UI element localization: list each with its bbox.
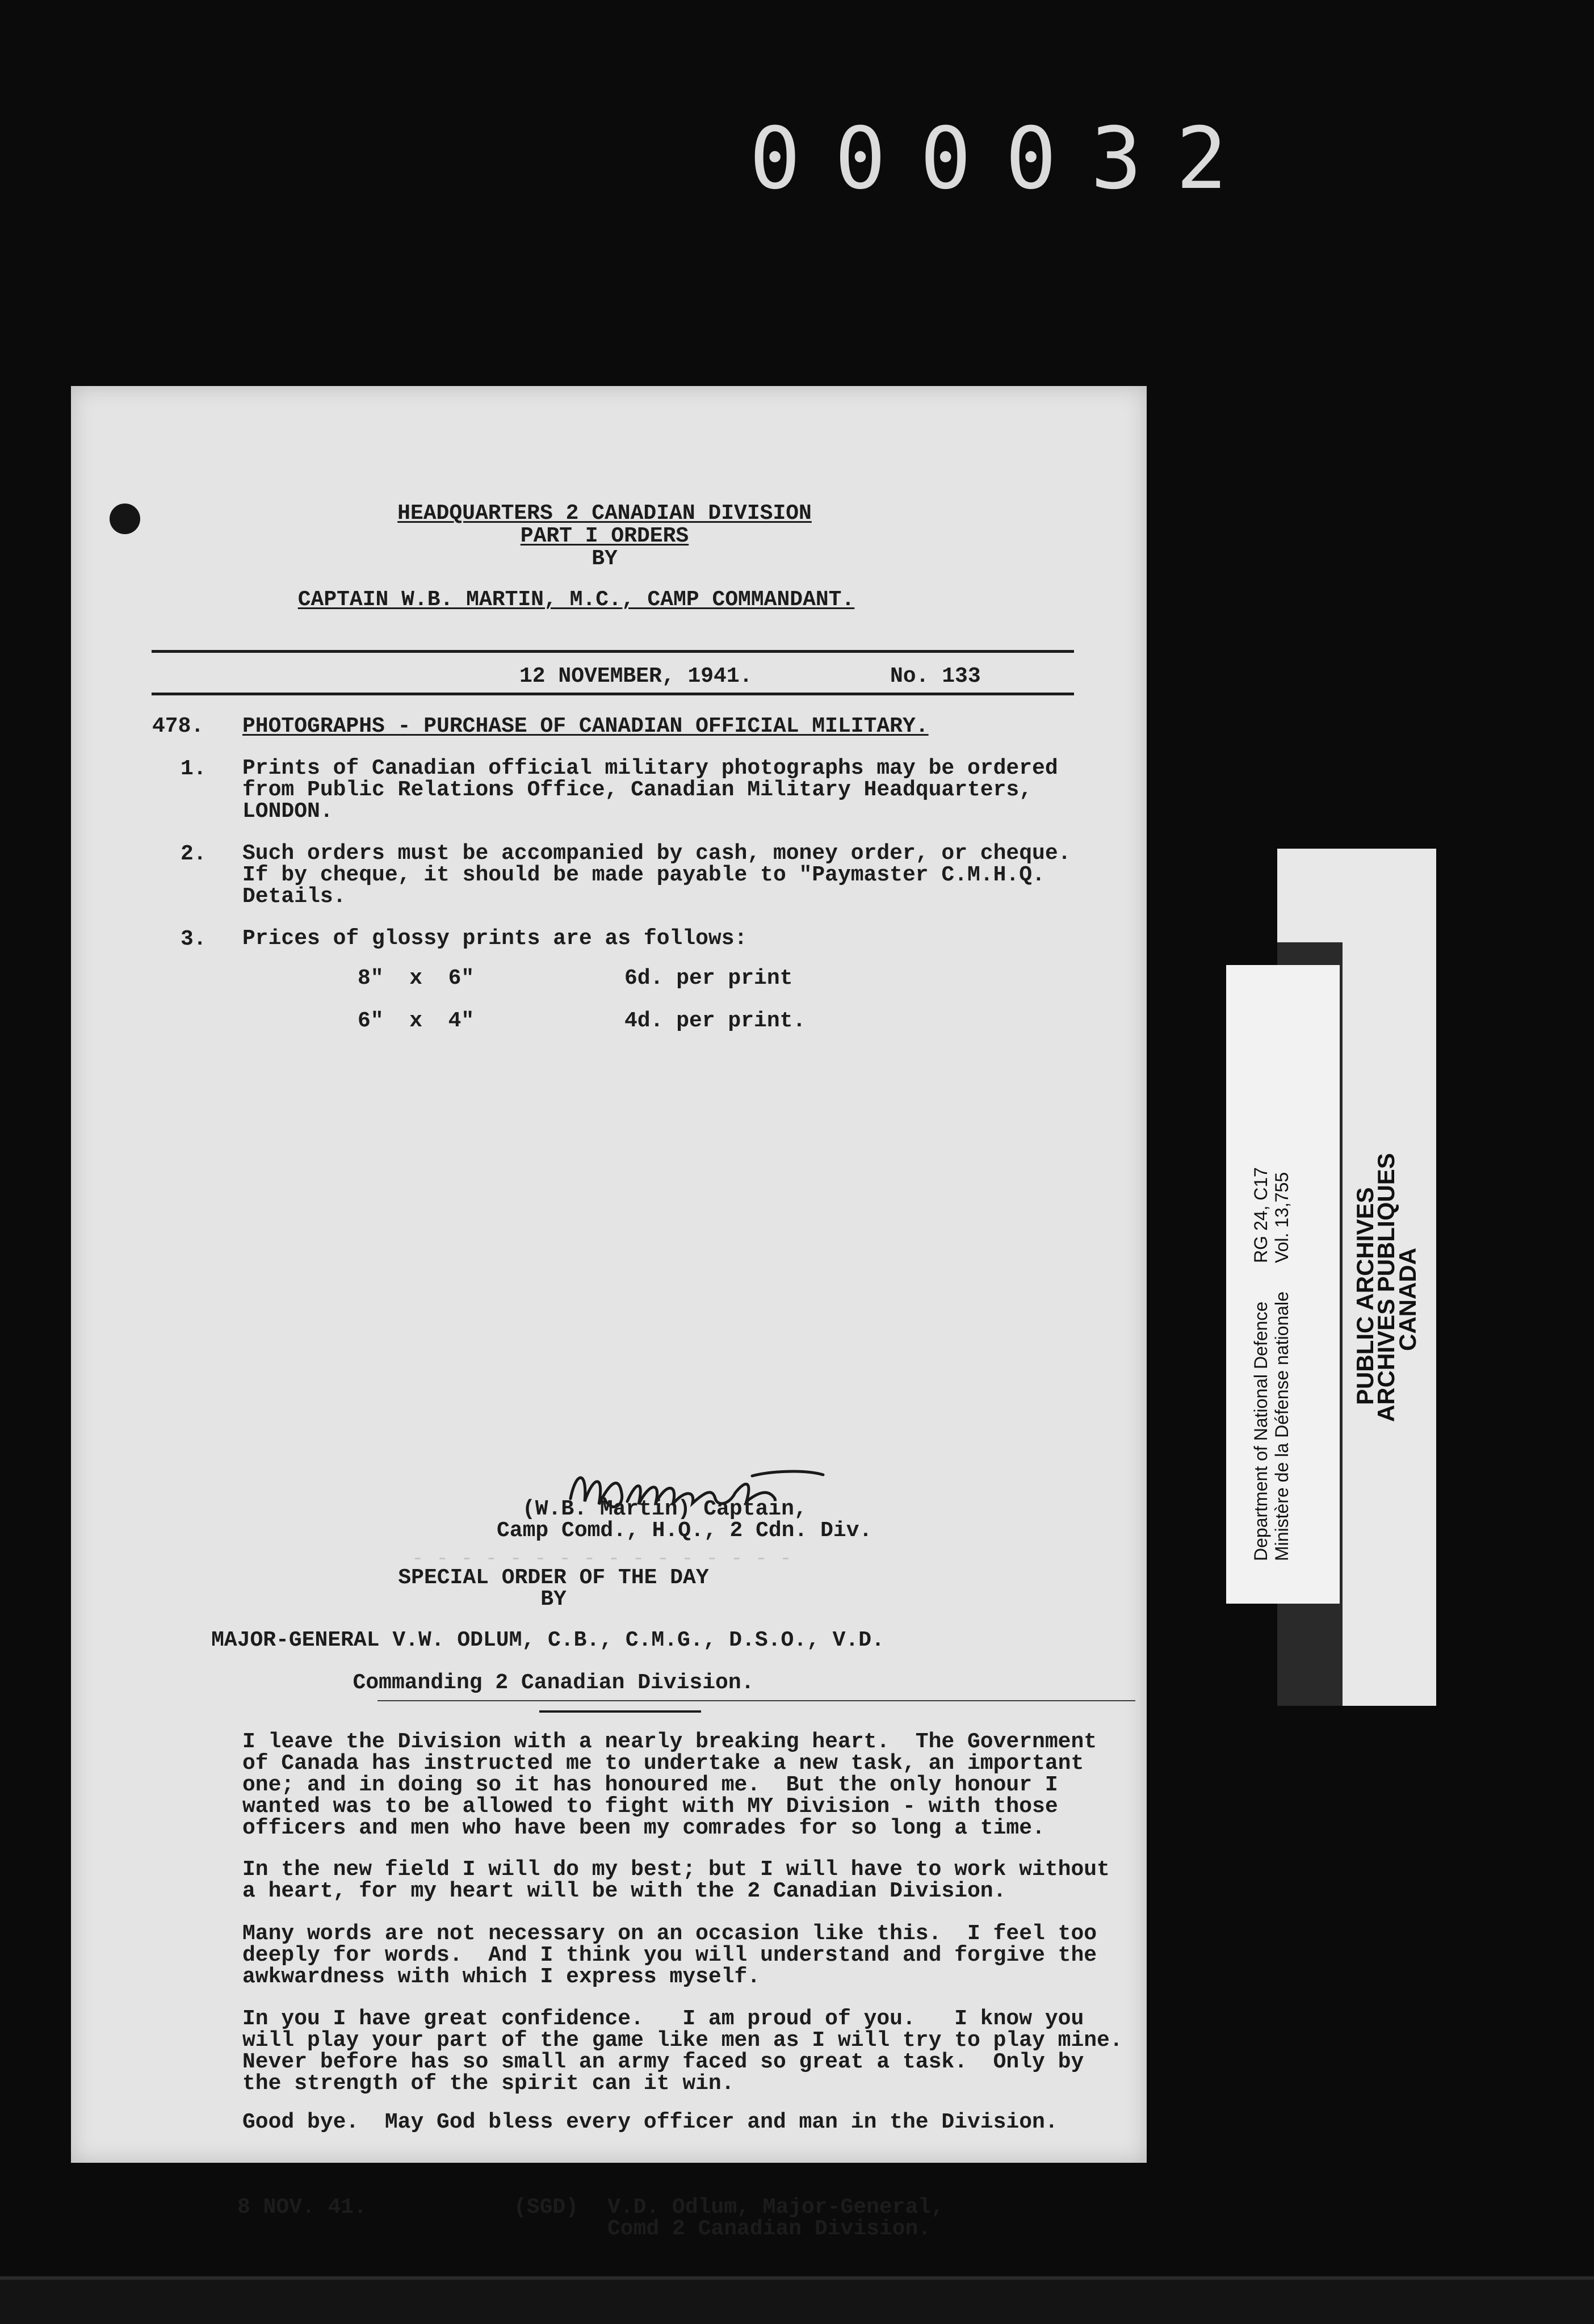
archive-dept-en: Department of National Defence	[1251, 1301, 1271, 1561]
price-size-2: 6" x 4"	[358, 1009, 475, 1033]
short-rule	[539, 1710, 701, 1713]
item-2-line-3: Details.	[242, 884, 346, 909]
signed-marker: (SGD)	[514, 2195, 579, 2220]
header-rule-bottom	[152, 693, 1074, 695]
price-value-2: 4d. per print.	[624, 1009, 806, 1033]
message-para-2-line-2: a heart, for my heart will be with the 2 Canadian Division.	[242, 1879, 1006, 1903]
archive-name-en: PUBLIC ARCHIVES	[1352, 1187, 1378, 1405]
special-order-author: MAJOR-GENERAL V.W. ODLUM, C.B., C.M.G., D.S.O., V.D.	[211, 1628, 884, 1652]
order-date: 8 NOV. 41.	[237, 2195, 367, 2220]
header-rule-top	[152, 650, 1074, 653]
special-order-by: BY	[540, 1587, 567, 1612]
special-order-command: Commanding 2 Canadian Division.	[353, 1671, 754, 1695]
message-para-4-line-2: will play your part of the game like men as I will try to play mine.	[242, 2028, 1123, 2053]
archive-name-fr: ARCHIVES PUBLIQUES	[1373, 1153, 1399, 1422]
archive-reference: RG 24, C17	[1251, 1167, 1271, 1263]
price-value-1: 6d. per print	[624, 966, 793, 991]
signatory-title: Camp Comd., H.Q., 2 Cdn. Div.	[497, 1518, 872, 1543]
message-para-1-line-4: wanted was to be allowed to fight with MY Division - with those	[242, 1794, 1058, 1819]
faint-rule	[377, 1700, 1135, 1701]
message-para-2-line-1: In the new field I will do my best; but I will have to work without	[242, 1857, 1110, 1882]
item-2-line-2: If by cheque, it should be made payable to "Paymaster C.M.H.Q.	[242, 863, 1045, 887]
message-para-4-line-4: the strength of the spirit can it win.	[242, 2071, 735, 2096]
item-3-line-1: Prices of glossy prints are as follows:	[242, 926, 748, 951]
item-2-line-1: Such orders must be accompanied by cash, money order, or cheque.	[242, 841, 1071, 866]
signatory-name: (W.B. Martin) Captain,	[522, 1497, 807, 1521]
item-1-line-1: Prints of Canadian official military photographs may be ordered	[242, 756, 1058, 781]
message-para-1-line-2: of Canada has instructed me to undertake a new task, an important	[242, 1751, 1084, 1776]
archive-dept-fr: Ministère de la Défense nationale	[1272, 1291, 1292, 1561]
signer-title: Comd 2 Canadian Division.	[607, 2217, 932, 2241]
header-by: BY	[592, 547, 618, 571]
special-order-heading: SPECIAL ORDER OF THE DAY	[398, 1566, 709, 1590]
bleed-through-text: - - - - - - - - - - - - - - - -	[412, 1547, 792, 1570]
order-number: 478.	[152, 714, 204, 739]
header-commandant: CAPTAIN W.B. MARTIN, M.C., CAMP COMMANDANT.	[297, 588, 855, 612]
archive-volume: Vol. 13,755	[1272, 1172, 1292, 1263]
frame-number: 000032	[749, 110, 1261, 208]
header-orders: PART I ORDERS	[520, 524, 689, 548]
item-3-number: 3.	[181, 927, 207, 951]
message-para-4-line-3: Never before has so small an army faced so great a task. Only by	[242, 2050, 1084, 2074]
item-2-number: 2.	[181, 842, 207, 866]
item-1-line-2: from Public Relations Office, Canadian Military Headquarters,	[242, 778, 1033, 802]
message-para-3-line-2: deeply for words. And I think you will understand and forgive the	[242, 1943, 1097, 1968]
archive-country: CANADA	[1394, 1248, 1421, 1351]
issue-number: No. 133	[890, 664, 981, 689]
issue-date: 12 NOVEMBER, 1941.	[519, 664, 753, 689]
message-para-1-line-3: one; and in doing so it has honoured me. But the only honour I	[242, 1773, 1058, 1797]
film-bottom-strip	[0, 2276, 1594, 2324]
price-size-1: 8" x 6"	[358, 966, 475, 991]
item-1-line-3: LONDON.	[242, 799, 333, 824]
document-page	[71, 386, 1147, 2241]
message-para-3-line-3: awkwardness with which I express myself.	[242, 1965, 761, 1989]
header-unit: HEADQUARTERS 2 CANADIAN DIVISION	[397, 501, 812, 526]
message-para-4-line-1: In you I have great confidence. I am proud of you. I know you	[242, 2007, 1084, 2031]
message-para-1-line-1: I leave the Division with a nearly breaking heart. The Government	[242, 1730, 1097, 1754]
order-title: PHOTOGRAPHS - PURCHASE OF CANADIAN OFFICIAL MILITARY.	[242, 714, 929, 739]
message-para-3-line-1: Many words are not necessary on an occasion like this. I feel too	[242, 1922, 1097, 1946]
message-para-1-line-5: officers and men who have been my comrades for so long a time.	[242, 1816, 1045, 1840]
message-closing: Good bye. May God bless every officer and man in the Division.	[242, 2110, 1058, 2134]
signer-name: V.D. Odlum, Major-General,	[607, 2195, 944, 2220]
item-1-number: 1.	[181, 757, 207, 781]
